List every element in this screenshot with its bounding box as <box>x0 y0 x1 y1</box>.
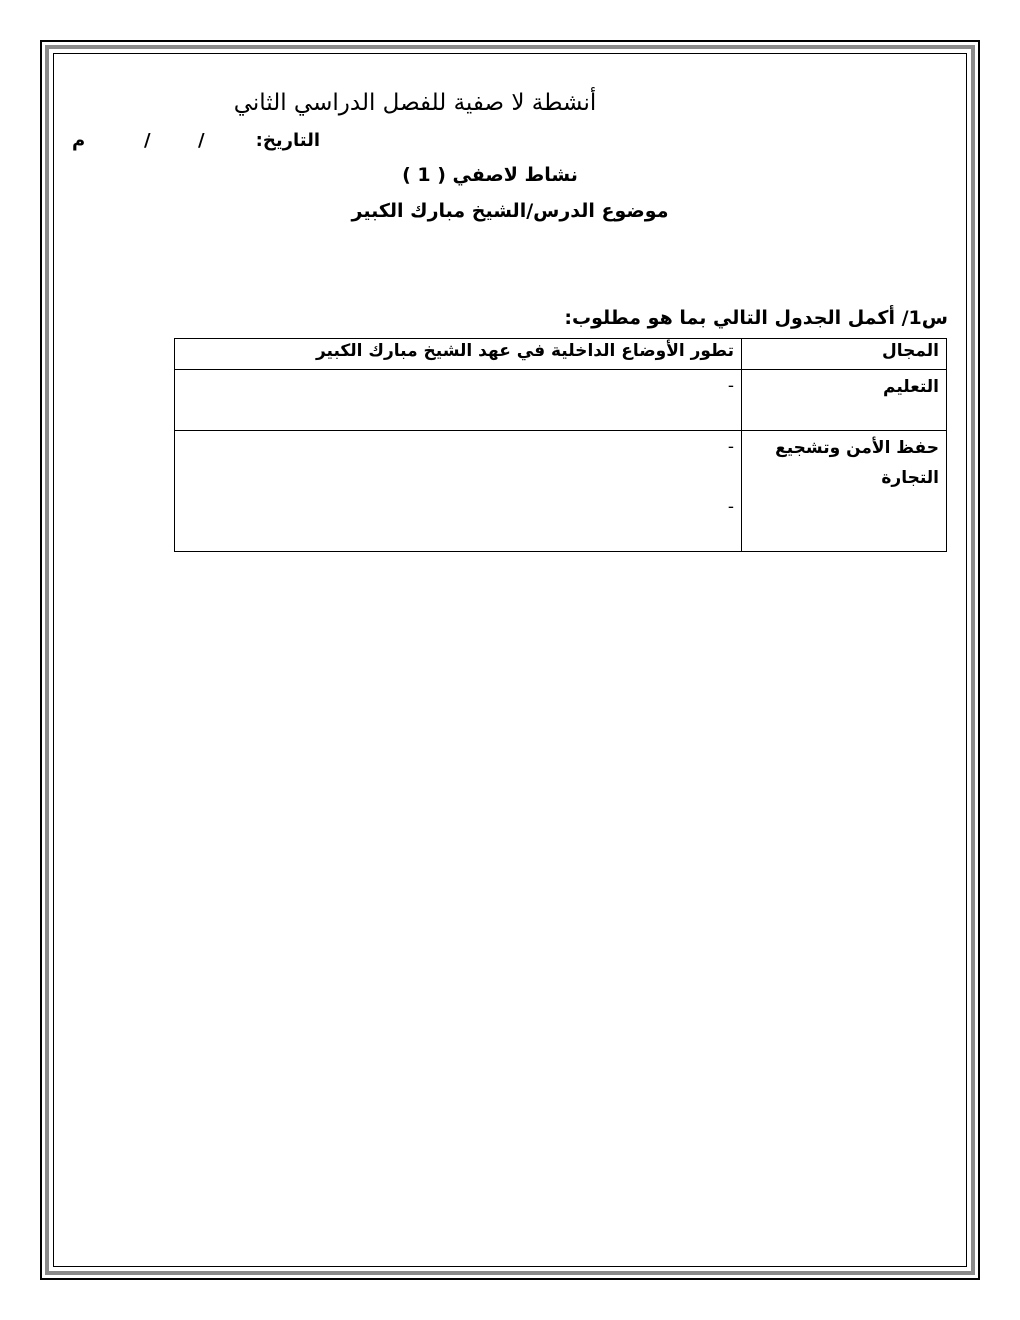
answer-dash: - <box>727 437 734 457</box>
row-field-education <box>742 370 947 431</box>
answer-table <box>174 338 947 552</box>
row-field-security <box>742 431 947 552</box>
lesson-topic: موضوع الدرس/الشيخ مبارك الكبير <box>351 200 669 222</box>
date-label: التاريخ: <box>255 130 320 151</box>
date-row <box>70 130 320 156</box>
page-title-text: أنشطة لا صفية للفصل الدراسي الثاني <box>233 90 597 116</box>
date-slash-first: / <box>198 130 205 151</box>
answer-cell-education[interactable] <box>175 370 742 431</box>
activity-number: نشاط لاصفي ( 1 ) <box>402 164 578 186</box>
date-slash-second: / <box>144 130 151 151</box>
table-row <box>175 431 947 552</box>
table-row <box>175 370 947 431</box>
header-development: تطور الأوضاع الداخلية في عهد الشيخ مبارك الكبير <box>175 339 742 370</box>
header-field: المجال <box>742 339 947 370</box>
page-border-core <box>53 53 967 1267</box>
field-label: حفظ الأمن وتشجيع التجارة <box>775 438 939 488</box>
table-header-row <box>175 339 947 370</box>
answer-dash: - <box>727 497 734 517</box>
page-border <box>40 40 980 1280</box>
field-label: التعليم <box>883 377 939 397</box>
answer-dash: - <box>727 376 734 396</box>
page-title <box>0 90 1020 116</box>
page-border-inner <box>45 45 975 1275</box>
date-suffix: م <box>72 130 86 151</box>
question-text: س1/ أكمل الجدول التالي بما هو مطلوب: <box>564 307 948 329</box>
answer-cell-security[interactable] <box>175 431 742 552</box>
